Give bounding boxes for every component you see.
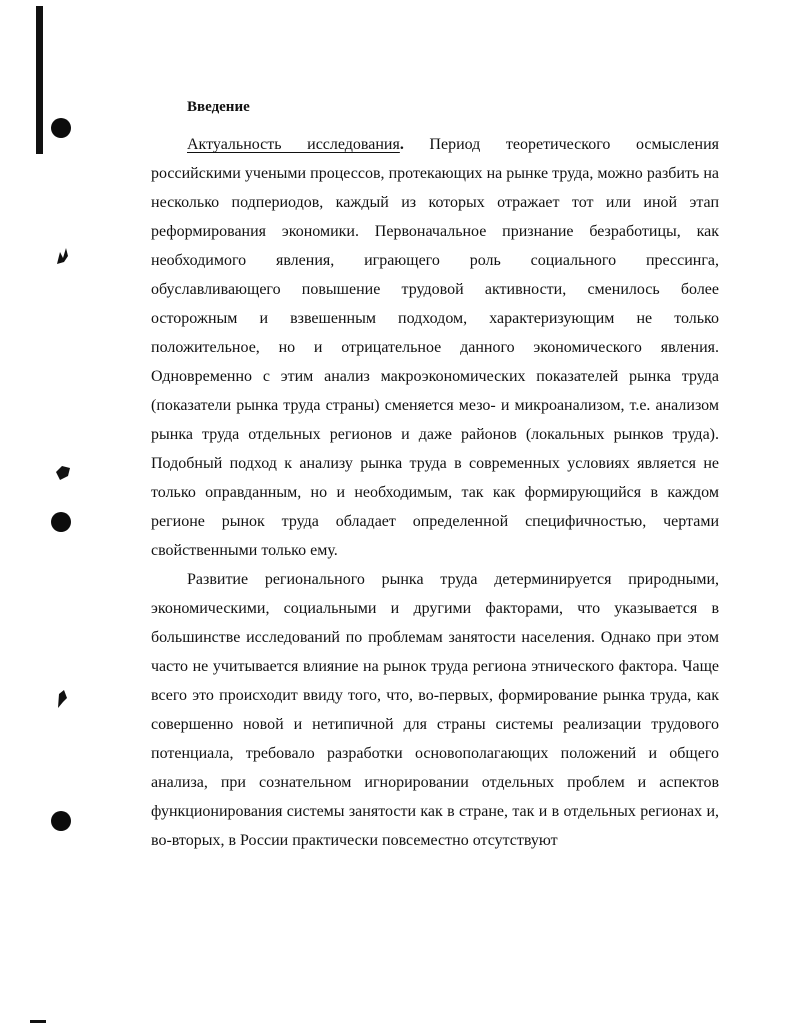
scan-smudge <box>54 462 72 482</box>
scan-edge-mark <box>30 1020 46 1023</box>
lead-term-dot: . <box>399 136 404 153</box>
punch-hole <box>51 811 71 831</box>
punch-hole <box>51 512 71 532</box>
paragraph-1-text: Период теоретического осмысления российскими учеными процессов, протекающих на рынке труда, можно разбить на несколько подпериодов, каждый из которых отражает тот или иной этап реформирования экономики. Первоначальное признание безработицы, как необходимого явления, играющего роль социального прессинга, обуславливающего повышение трудовой активности, сменилось более осторожным и взвешенным подходом, характеризующим не только положительное, но и отрицательное данного экономического явления. Одновременно с этим анализ макроэкономических показателей рынка труда (показатели рынка труда страны) сменяется мезо- и микроанализом, т.е. анализом рынка труда отдельных регионов и даже районов (локальных рынков труда). Подобный подход к анализу рынка труда в современных условиях является не только оправданным, но и необходимым, так как формирующийся в каждом регионе рынок труда обладает определенной специфичностью, чертами свойственными только ему. <box>151 136 719 559</box>
paragraph-2: Развитие регионального рынка труда детерминируется природными, экономическими, социальными и другими факторами, что указывается в большинстве исследований по проблемам занятости населения. Однако при этом часто не учитывается влияние на рынок труда региона этнического фактора. Чаще всего это происходит ввиду того, что, во-первых, формирование рынка труда, как совершенно новой и нетипичной для страны системы реализации трудового потенциала, требовало разработки основополагающих положений и общего анализа, при сознательном игнорировании отдельных проблем и аспектов функционирования системы занятости как в стране, так и в отдельных регионах и, во-вторых, в России практически повсеместно отсутствуют <box>151 571 719 849</box>
page-content <box>151 96 719 855</box>
lead-term: Актуальность исследования <box>187 136 400 153</box>
scan-smudge <box>54 688 70 710</box>
paragraph-1 <box>151 130 719 565</box>
section-heading: Введение <box>187 99 250 115</box>
scan-margin-bar <box>36 6 43 154</box>
punch-hole <box>51 118 71 138</box>
scan-smudge <box>54 246 70 266</box>
